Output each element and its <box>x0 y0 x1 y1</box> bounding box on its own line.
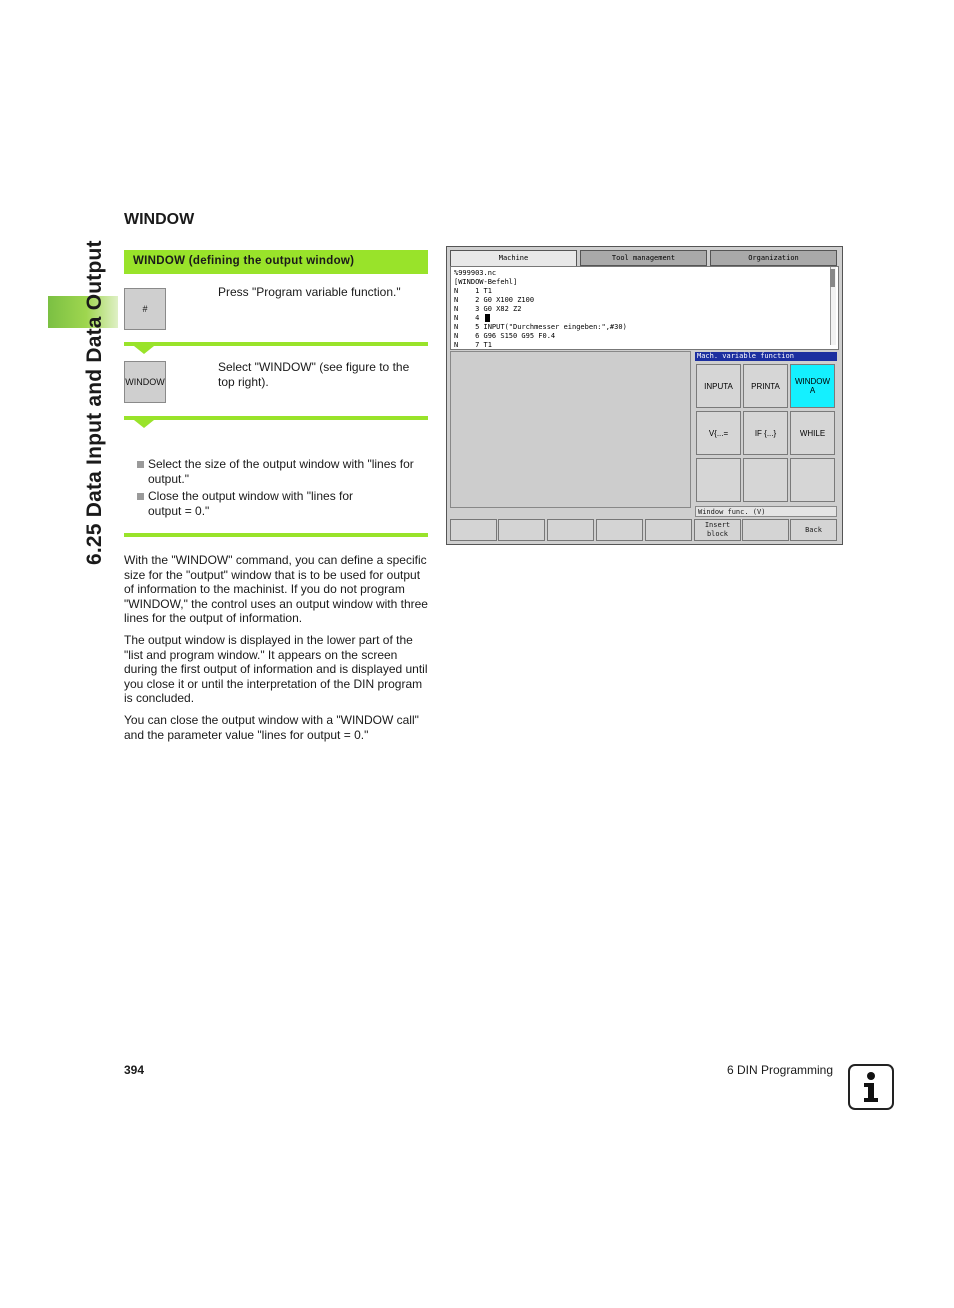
softkey-1[interactable] <box>450 519 497 541</box>
text-cursor <box>485 314 490 322</box>
step-table-header <box>124 250 428 274</box>
empty-grid-button[interactable] <box>743 458 788 502</box>
function-status-line: Window func. (V) <box>695 506 837 517</box>
code-line: N 7 T1 <box>454 341 492 349</box>
bullet-square-icon <box>137 493 144 500</box>
step-2-text: Select "WINDOW" (see figure to the top right). <box>218 360 410 389</box>
section-heading: WINDOW <box>124 211 195 228</box>
empty-grid-button[interactable] <box>790 458 835 502</box>
code-line: N 5 INPUT("Durchmesser eingeben:",#30) <box>454 323 627 331</box>
bullet-text: Close the output window with "lines for output = 0." <box>148 489 354 518</box>
code-line: N 4 <box>454 314 484 322</box>
back-softkey[interactable]: Back <box>790 519 837 541</box>
softkey-2[interactable] <box>498 519 545 541</box>
tab-tool-management[interactable]: Tool management <box>580 250 707 266</box>
window-softkey <box>124 361 166 403</box>
windowa-button[interactable]: WINDOW A <box>790 364 835 408</box>
variable-assign-button[interactable]: V{...= <box>696 411 741 455</box>
step-table-header-label: WINDOW (defining the output window) <box>133 255 355 267</box>
chapter-footer: 6 DIN Programming <box>727 1063 834 1077</box>
program-variable-softkey <box>124 288 166 330</box>
code-line: N 6 G96 S150 G95 F0.4 <box>454 332 556 340</box>
page-number: 394 <box>124 1063 145 1077</box>
code-line: [WINDOW-Befehl] <box>454 278 518 286</box>
body-paragraph: You can close the output window with a "WINDOW call" and the parameter value "lines for output = 0." <box>124 713 419 742</box>
step-table-end-rule <box>124 533 428 537</box>
tab-machine[interactable]: Machine <box>450 250 577 268</box>
body-paragraph: With the "WINDOW" command, you can define a specific size for the "output" window that is to be used for output of information to the machinist. If you do not program "WINDOW," the control uses an output window with three lines for the output of information. <box>124 553 428 625</box>
softkey-label: # <box>142 304 148 314</box>
if-button[interactable]: IF {...} <box>743 411 788 455</box>
code-line: %999903.nc <box>454 269 497 277</box>
insert-block-softkey[interactable]: Insert block <box>694 519 741 541</box>
empty-grid-button[interactable] <box>696 458 741 502</box>
softkey-4[interactable] <box>596 519 643 541</box>
inputa-button[interactable]: INPUTA <box>696 364 741 408</box>
bullet-item <box>137 457 429 487</box>
scrollbar-thumb[interactable] <box>830 269 835 287</box>
bullet-item <box>137 489 387 519</box>
softkey-7[interactable] <box>742 519 789 541</box>
softkey-5[interactable] <box>645 519 692 541</box>
body-paragraph: The output window is displayed in the lower part of the "list and program window." It appears on the screen during the first output of information and is displayed until you close it or until the interpretation of the DIN program is concluded. <box>124 633 428 705</box>
bullet-square-icon <box>137 461 144 468</box>
step-arrow-icon <box>134 420 154 428</box>
step-1-text: Press "Program variable function." <box>218 285 401 299</box>
code-line: N 1 T1 <box>454 287 492 295</box>
code-line: N 3 G0 X82 Z2 <box>454 305 522 313</box>
info-icon <box>848 1064 894 1110</box>
while-button[interactable]: WHILE <box>790 411 835 455</box>
softkey-label: WINDOW <box>125 377 165 387</box>
control-screen-figure <box>446 246 843 545</box>
code-line: N 2 G0 X100 Z100 <box>454 296 535 304</box>
chapter-side-title: 6.25 Data Input and Data Output <box>83 240 106 565</box>
tab-organization[interactable]: Organization <box>710 250 837 266</box>
step-divider <box>124 416 428 420</box>
program-listing <box>450 266 839 350</box>
step-divider <box>124 342 428 346</box>
step-arrow-icon <box>134 346 154 354</box>
output-area <box>450 351 691 508</box>
softkey-3[interactable] <box>547 519 594 541</box>
printa-button[interactable]: PRINTA <box>743 364 788 408</box>
function-panel-title: Mach. variable function <box>695 352 837 361</box>
bullet-text: Select the size of the output window with "lines for output." <box>148 457 414 486</box>
